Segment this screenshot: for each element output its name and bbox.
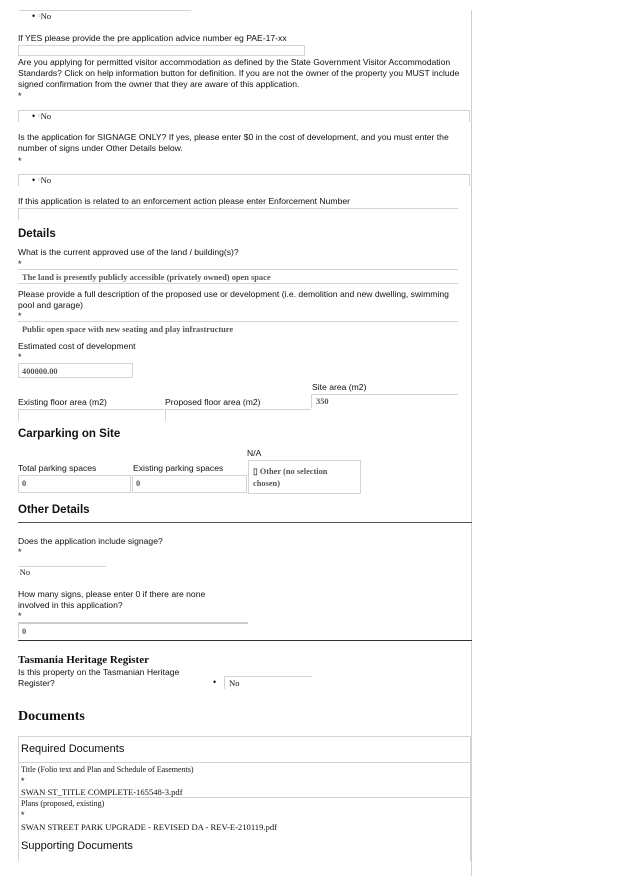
signage-select[interactable]: [18, 566, 106, 579]
proposed-floor-label: Proposed floor area (m2): [165, 397, 261, 407]
required-documents-heading: Required Documents: [21, 743, 125, 755]
existing-parking-input[interactable]: [132, 475, 247, 493]
existing-parking-label: Existing parking spaces: [133, 463, 224, 473]
bullet-icon: •: [32, 175, 36, 185]
signage-only-required: *: [18, 156, 22, 166]
visitor-question: Are you applying for permitted visitor accommodation as defined by the State Government Visitor Accommodation Standards? Click on help information button for definition. If you are not the owner of the property you MUST include signed confirmation from the owner that they are aware of this application.: [18, 57, 460, 89]
other-details-heading: Other Details: [18, 504, 90, 516]
doc-title-label: Title (Folio text and Plan and Schedule of Easements): [21, 765, 194, 774]
existing-floor-input[interactable]: [18, 409, 164, 421]
heritage-radio-option[interactable]: [213, 677, 216, 688]
details-heading: Details: [18, 228, 56, 240]
pre-app-number-input[interactable]: [18, 45, 305, 56]
signage-only-radio-option[interactable]: [32, 175, 51, 186]
description-required: *: [18, 311, 22, 321]
doc-plans-required: *: [21, 810, 25, 820]
documents-heading: Documents: [18, 709, 85, 724]
carparking-na-label: N/A: [247, 448, 262, 458]
top-radio-label: No: [40, 11, 52, 21]
bullet-icon: •: [32, 111, 36, 121]
carparking-heading: Carparking on Site: [18, 428, 121, 440]
radio-icon: ○: [37, 177, 41, 184]
radio-icon: ○: [37, 113, 41, 120]
heritage-question-2: Register?: [18, 678, 55, 688]
signage-only-radio-box: [18, 174, 470, 186]
radio-icon: ○: [37, 13, 41, 20]
site-area-value: 350: [316, 397, 329, 406]
description-label: Please provide a full description of the proposed use or development (i.e. demolition and new dwelling, swimming pool and garage): [18, 289, 449, 310]
supporting-documents-heading: Supporting Documents: [21, 840, 133, 852]
signage-value: ▫No: [18, 568, 31, 577]
visitor-radio-box: [18, 110, 470, 122]
visitor-radio-option[interactable]: [32, 111, 51, 122]
signs-count-input[interactable]: [18, 622, 248, 638]
signs-count-label-2: involved in this application?: [18, 600, 123, 610]
total-parking-input[interactable]: [18, 475, 131, 493]
existing-floor-label: Existing floor area (m2): [18, 397, 107, 407]
signage-only-question: Is the application for SIGNAGE ONLY? If yes, please enter $0 in the cost of development, and you must enter the number of signs under Other Details below.: [18, 132, 449, 153]
doc-title-required: *: [21, 776, 25, 786]
heritage-value: No: [229, 678, 240, 688]
site-area-label: Site area (m2): [312, 382, 367, 392]
bullet-icon: •: [213, 677, 217, 687]
site-area-input[interactable]: [311, 394, 458, 408]
total-parking-value: 0: [22, 479, 27, 488]
bullet-icon: •: [32, 11, 36, 21]
visitor-required: *: [18, 91, 22, 101]
signs-count-label-1: How many signs, please enter 0 if there are none: [18, 589, 206, 599]
current-use-required: *: [18, 259, 22, 269]
doc-plans-file[interactable]: SWAN STREET PARK UPGRADE - REVISED DA - REV-E-210119.pdf: [21, 822, 277, 832]
current-use-label: What is the current approved use of the land / building(s)?: [18, 247, 239, 257]
heritage-heading: Tasmania Heritage Register: [18, 654, 149, 666]
enforcement-number-input[interactable]: [18, 208, 458, 219]
required-docs-divider: [18, 762, 471, 763]
total-parking-label: Total parking spaces: [18, 463, 97, 473]
carparking-other-value: [253, 466, 327, 490]
description-value: Public open space with new seating and play infrastructure: [22, 325, 234, 334]
other-details-divider: [18, 522, 472, 523]
carparking-other-line1: Other (no selection: [259, 467, 328, 476]
carparking-other-line2: chosen): [253, 479, 280, 488]
signage-label: Does the application include signage?: [18, 536, 163, 546]
radio-icon: ▫: [18, 570, 20, 576]
cost-label: Estimated cost of development: [18, 341, 136, 351]
existing-parking-value: 0: [136, 479, 141, 488]
signs-count-value: 0: [22, 627, 27, 636]
cost-value: 400000.00: [22, 367, 58, 376]
heritage-divider: [18, 640, 472, 641]
enforcement-question: If this application is related to an enforcement action please enter Enforcement Number: [18, 196, 350, 206]
pre-app-question: If YES please provide the pre application advice number eg PAE-17-xx: [18, 33, 287, 43]
heritage-question-1: Is this property on the Tasmanian Heritage: [18, 667, 180, 677]
enforcement-left-edge: [18, 208, 19, 220]
top-radio-option[interactable]: [32, 11, 51, 22]
checkbox-icon: ▯: [253, 467, 258, 476]
doc-divider: [18, 797, 471, 798]
signage-only-radio-label: No: [40, 175, 52, 185]
proposed-floor-input[interactable]: [165, 409, 311, 421]
visitor-radio-label: No: [40, 111, 52, 121]
doc-plans-label: Plans (proposed, existing): [21, 799, 105, 808]
cost-required: *: [18, 352, 22, 362]
signage-required: *: [18, 547, 22, 557]
doc-title-file[interactable]: SWAN ST_TITLE COMPLETE-165548-3.pdf: [21, 787, 183, 797]
current-use-value: The land is presently publicly accessible (privately owned) open space: [22, 273, 271, 282]
signs-count-required: *: [18, 611, 22, 621]
